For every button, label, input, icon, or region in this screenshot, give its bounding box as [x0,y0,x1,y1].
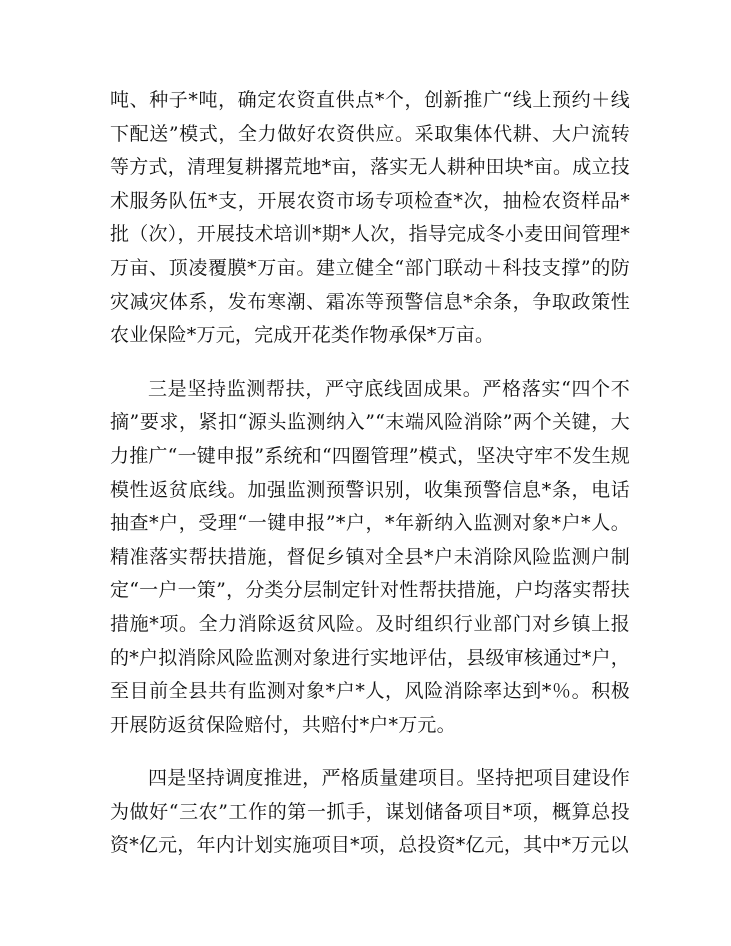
paragraph-2: 三是坚持监测帮扶，严守底线固成果。严格落实“四个不摘”要求，紧扣“源头监测纳入”“末端风险消除”两个关键，大力推广“一键申报”系统和“四圈管理”模式，坚决守牢不发生规模性返贫底线。加强监测预警识别，收集预警信息*条，电话抽查*户，受理“一键申报”*户，*年新纳入监测对象*户*人。精准落实帮扶措施，督促乡镇对全县*户未消除风险监测户制定“一户一策”，分类分层制定针对性帮扶措施，户均落实帮扶措施*项。全力消除返贫风险。及时组织行业部门对乡镇上报的*户拟消除风险监测对象进行实地评估，县级审核通过*户，至目前全县共有监测对象*户*人，风险消除率达到*％。积极开展防返贫保险赔付，共赔付*户*万元。 [110,377,630,736]
document-body [110,84,630,863]
paragraph-gap [110,353,630,373]
paragraph-1: 吨、种子*吨，确定农资直供点*个，创新推广“线上预约＋线下配送”模式，全力做好农资供应。采取集体代耕、大户流转等方式，清理复耕撂荒地*亩，落实无人耕种田块*亩。成立技术服务队伍*支，开展农资市场专项检查*次，抽检农资样品*批（次），开展技术培训*期*人次，指导完成冬小麦田间管理*万亩、顶凌覆膜*万亩。建立健全“部门联动＋科技支撑”的防灾减灾体系，发布寒潮、霜冻等预警信息*余条，争取政策性农业保险*万元，完成开花类作物承保*万亩。 [110,89,630,347]
paragraph-gap [110,742,630,762]
paragraph-3: 四是坚持调度推进，严格质量建项目。坚持把项目建设作为做好“三农”工作的第一抓手，谋划储备项目*项，概算总投资*亿元，年内计划实施项目*项，总投资*亿元，其中*万元以 [110,767,630,857]
